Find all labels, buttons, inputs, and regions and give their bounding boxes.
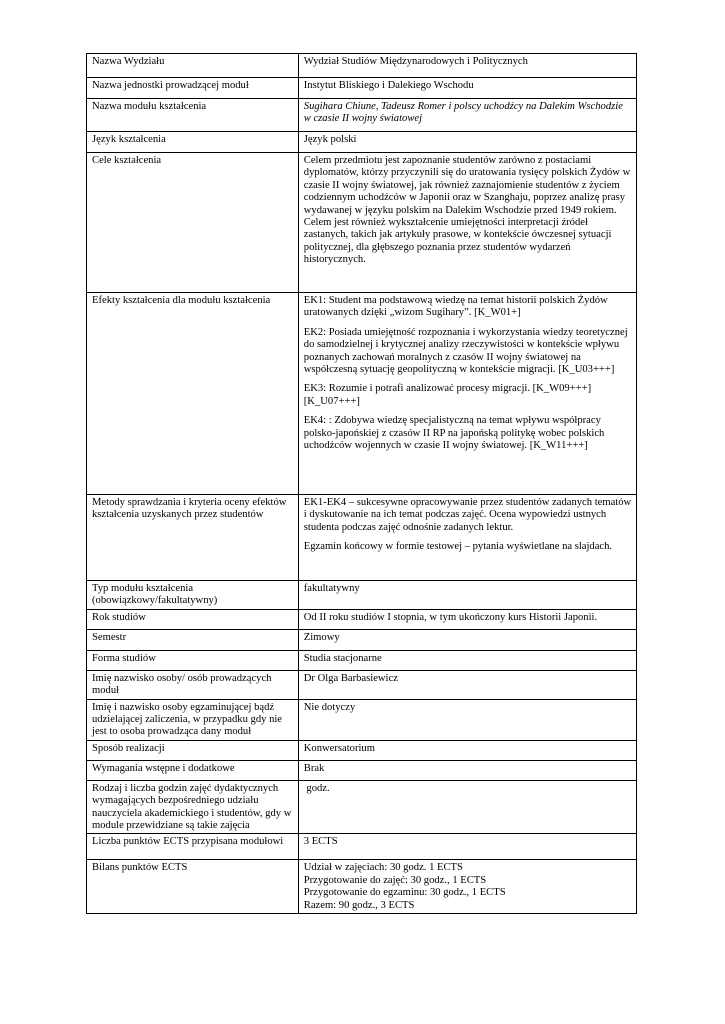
module-name-value: Sugihara Chiune, Tadeusz Romer i polscy uchodźcy na Dalekim Wschodzie w czasie II wojny światowej xyxy=(298,99,636,132)
table-row xyxy=(87,78,637,99)
table-row xyxy=(87,760,637,780)
ects-line: Przygotowanie do egzaminu: 30 godz., 1 ECTS xyxy=(303,887,506,899)
table-row xyxy=(87,780,637,834)
module-description-table xyxy=(86,53,637,914)
table-row xyxy=(87,609,637,629)
row-value: Zimowy xyxy=(298,629,636,650)
table-row xyxy=(87,99,637,132)
table-row xyxy=(87,834,637,860)
row-value: Konwersatorium xyxy=(298,740,636,760)
row-label: Forma studiów xyxy=(87,650,299,670)
row-value: Brak xyxy=(298,760,636,780)
row-label: Cele kształcenia xyxy=(87,153,299,293)
row-value: 3 ECTS xyxy=(298,834,636,860)
table-row xyxy=(87,495,637,581)
table-row xyxy=(87,153,637,293)
ects-line: Udział w zajęciach: 30 godz. 1 ECTS xyxy=(303,862,463,874)
row-label: Metody sprawdzania i kryteria oceny efektów kształcenia uzyskanych przez studentów xyxy=(87,495,299,581)
ects-balance-cell xyxy=(298,860,636,914)
row-value: Język polski xyxy=(298,132,636,153)
row-label: Imię nazwisko osoby/ osób prowadzących moduł xyxy=(87,670,299,699)
row-value: Wydział Studiów Międzynarodowych i Politycznych xyxy=(298,54,636,78)
table-row xyxy=(87,629,637,650)
row-value: Instytut Bliskiego i Dalekiego Wschodu xyxy=(298,78,636,99)
row-label: Semestr xyxy=(87,629,299,650)
outcome-paragraph: EK1: Student ma podstawową wiedzę na temat historii polskich Żydów uratowanych dzięki „wizom Sugihary”. [K_W01+] xyxy=(303,295,608,319)
table-row xyxy=(87,670,637,699)
outcome-paragraph: EK2: Posiada umiejętność rozpoznania i wykorzystania wiedzy teoretycznej do samodzielnej i krytycznej analizy rzeczywistości w kontekście wpływu poznanych zachowań moralnych z czasów II wojny światowej na współczesną sytuację geopolityczną w kontekście migracji. [K_U03+++] xyxy=(303,326,628,376)
row-value: fakultatywny xyxy=(298,581,636,610)
table-row xyxy=(87,740,637,760)
assessment-methods-cell xyxy=(298,495,636,581)
row-value: Studia stacjonarne xyxy=(298,650,636,670)
row-label: Bilans punktów ECTS xyxy=(87,860,299,914)
assessment-paragraph: Egzamin końcowy w formie testowej – pytania wyświetlane na slajdach. xyxy=(303,541,613,553)
outcome-paragraph: EK4: : Zdobywa wiedzę specjalistyczną na temat wpływu współpracy polsko-japońskiej z czasów II RP na japońską politykę wobec polskich uchodźców wojennych w czasie II wojny światowej. [K_W11+++] xyxy=(303,415,605,452)
row-label: Nazwa Wydziału xyxy=(87,54,299,78)
row-value: Od II roku studiów I stopnia, w tym ukończony kurs Historii Japonii. xyxy=(298,609,636,629)
learning-outcomes-cell xyxy=(298,293,636,495)
table-row xyxy=(87,293,637,495)
table-row xyxy=(87,860,637,914)
table-row xyxy=(87,54,637,78)
row-label: Nazwa jednostki prowadzącej moduł xyxy=(87,78,299,99)
row-label: Rok studiów xyxy=(87,609,299,629)
ects-line: Przygotowanie do zajęć: 30 godz., 1 ECTS xyxy=(303,874,487,886)
row-label: Sposób realizacji xyxy=(87,740,299,760)
outcome-paragraph: EK3: Rozumie i potrafi analizować procesy migracji. [K_W09+++] [K_U07+++] xyxy=(303,383,592,407)
row-value: Nie dotyczy xyxy=(298,699,636,740)
table-row xyxy=(87,132,637,153)
row-label: Wymagania wstępne i dodatkowe xyxy=(87,760,299,780)
row-label: Liczba punktów ECTS przypisana modułowi xyxy=(87,834,299,860)
row-label: Efekty kształcenia dla modułu kształcenia xyxy=(87,293,299,495)
table-row xyxy=(87,699,637,740)
row-label: Rodzaj i liczba godzin zajęć dydaktycznych wymagających bezpośredniego udziału nauczyciela akademickiego i studentów, gdy w module przewidziane są takie zajęcia xyxy=(87,780,299,834)
ects-line: Razem: 90 godz., 3 ECTS xyxy=(303,899,415,911)
row-label: Imię i nazwisko osoby egzaminującej bądź udzielającej zaliczenia, w przypadku gdy nie jest to osoba prowadząca dany moduł xyxy=(87,699,299,740)
row-label: Język kształcenia xyxy=(87,132,299,153)
assessment-paragraph: EK1-EK4 – sukcesywne opracowywanie przez studentów zadanych tematów i dyskutowanie na ich temat podczas zajęć. Ocena wypowiedzi ustnych studenta podczas zajęć odnośnie zadanych lektur. xyxy=(303,497,632,533)
table-row xyxy=(87,650,637,670)
row-value: Dr Olga Barbasiewicz xyxy=(298,670,636,699)
row-value: Celem przedmiotu jest zapoznanie studentów zarówno z postaciami dyplomatów, którzy przyczynili się do uratowania tysięcy polskich Żydów w czasie II wojny światowej, jak również zaznajomienie studentów z życiem codziennym uchodźców w Japonii oraz w Szanghaju, poprzez analizę prasy wydawanej w języku polskim na Dalekim Wschodzie przed 1949 rokiem. Celem jest również wykształcenie umiejętności interpretacji źródeł zastanych, takich jak artykuły prasowe, w kontekście ówczesnej sytuacji politycznej, dla głębszego poznania przez studentów wydarzeń historycznych. xyxy=(298,153,636,293)
table-row xyxy=(87,581,637,610)
row-label: Typ modułu kształcenia (obowiązkowy/fakultatywny) xyxy=(87,581,299,610)
row-value: godz. xyxy=(298,780,636,834)
row-label: Nazwa modułu kształcenia xyxy=(87,99,299,132)
